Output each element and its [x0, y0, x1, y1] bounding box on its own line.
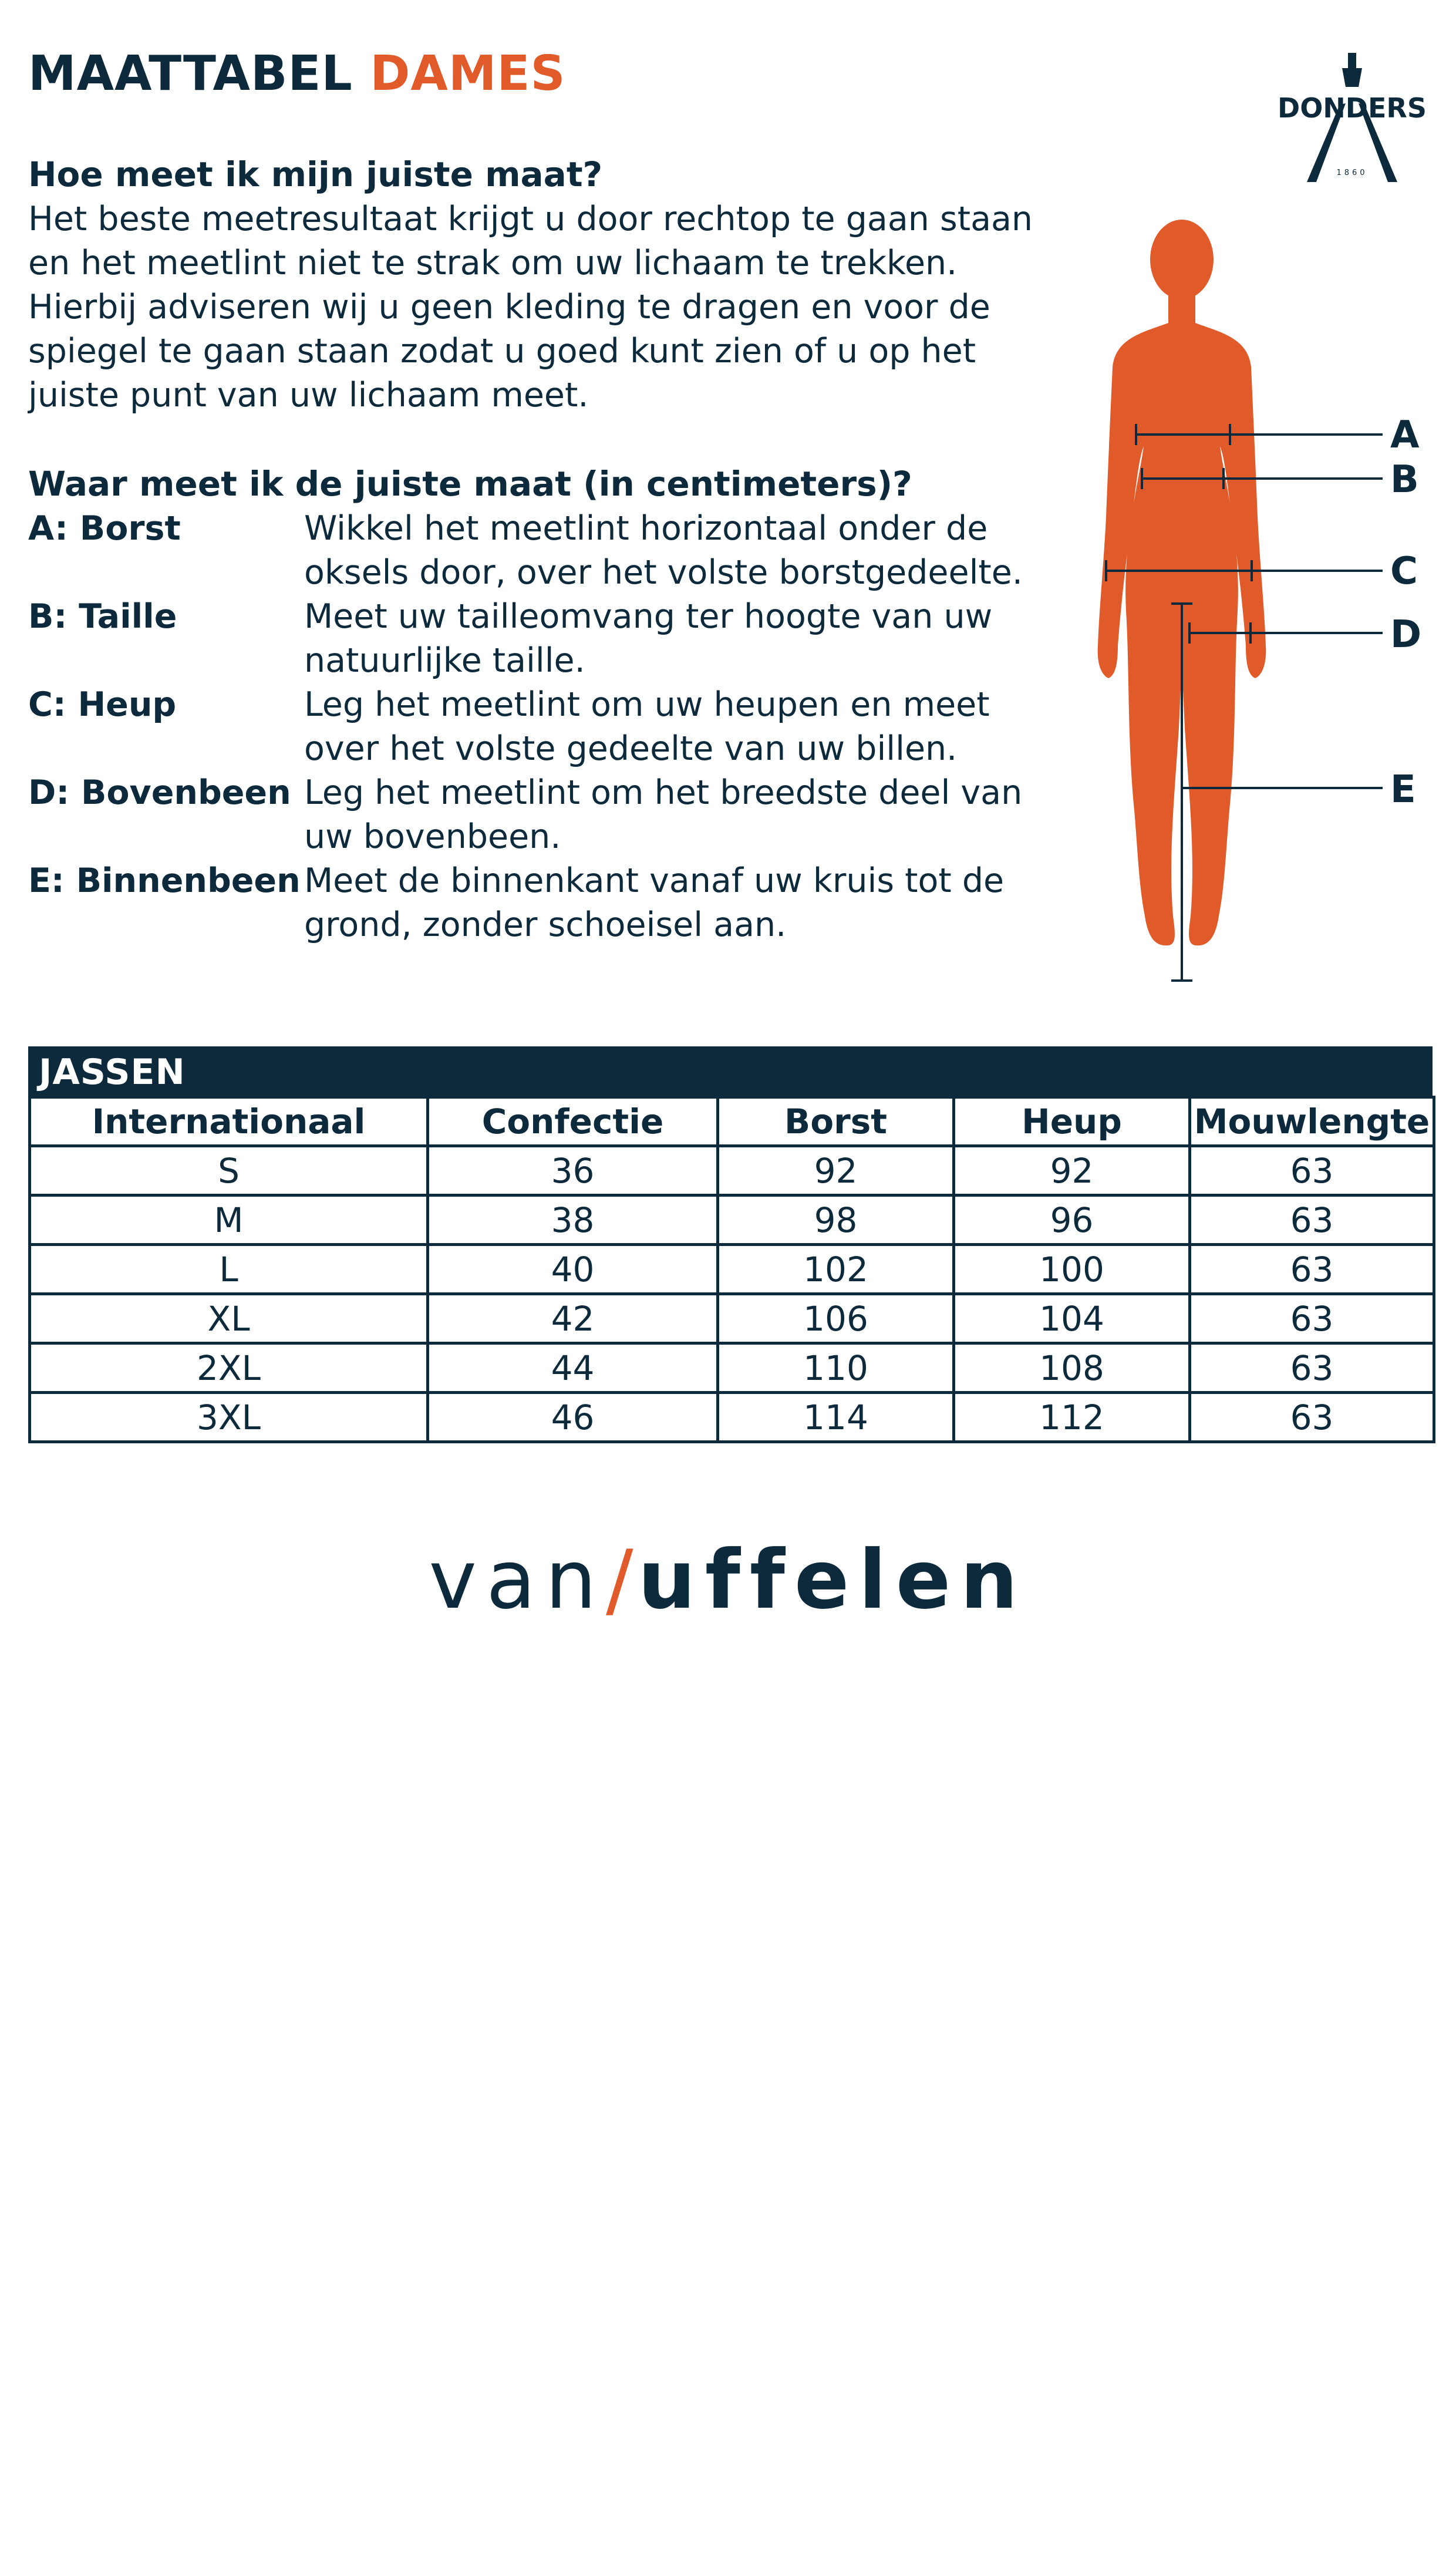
title-accent: DAMES — [370, 46, 566, 102]
table-cell: 96 — [954, 1196, 1190, 1245]
col-header-confectie: Confectie — [428, 1097, 718, 1146]
measure-item-d — [28, 771, 1073, 859]
table-cell: 63 — [1190, 1146, 1434, 1196]
measure-term: C: Heup — [28, 685, 177, 724]
col-header-borst: Borst — [718, 1097, 954, 1146]
measure-desc: Leg het meetlint om het breedste deel van uw bovenbeen. — [304, 773, 1023, 856]
footer-logo-part1: van — [429, 1533, 606, 1627]
table-cell: XL — [30, 1294, 428, 1343]
measure-item-a — [28, 507, 1073, 595]
table-row — [30, 1294, 1434, 1343]
table-cell: 63 — [1190, 1196, 1434, 1245]
measure-item-b — [28, 595, 1073, 683]
table-cell: 63 — [1190, 1294, 1434, 1343]
table-cell: 42 — [428, 1294, 718, 1343]
table-cell: 40 — [428, 1245, 718, 1294]
table-row — [30, 1343, 1434, 1393]
table-cell: 108 — [954, 1343, 1190, 1393]
table-cell: 104 — [954, 1294, 1190, 1343]
table-cell: 63 — [1190, 1245, 1434, 1294]
intro-text: Het beste meetresultaat krijgt u door rechtop te gaan staan en het meetlint niet te strak om uw lichaam te trekken. Hierbij adviseren wij u geen kleding te dragen en voor de spiegel te gaan staan zodat u goed kunt zien of u op het juiste punt van uw lichaam meet. — [28, 200, 1033, 415]
measure-list — [28, 507, 1073, 947]
donders-logo — [1273, 52, 1431, 187]
footer-logo-part2: uffelen — [638, 1533, 1027, 1627]
measure-desc: Leg het meetlint om uw heupen en meet over het volste gedeelte van uw billen. — [304, 685, 990, 768]
footer-logo-slash: / — [606, 1533, 638, 1627]
measure-term: E: Binnenbeen — [28, 861, 301, 900]
intro-heading: Hoe meet ik mijn juiste maat? — [28, 154, 603, 194]
table-cell: 114 — [718, 1393, 954, 1442]
table-cell: 100 — [954, 1245, 1190, 1294]
table-cell: 38 — [428, 1196, 718, 1245]
measure-heading: Waar meet ik de juiste maat (in centimeters)? — [28, 464, 912, 504]
van-uffelen-logo — [0, 1533, 1456, 1627]
table-title: JASSEN — [28, 1046, 1433, 1096]
figure-label-b: B — [1390, 458, 1419, 501]
table-cell: 98 — [718, 1196, 954, 1245]
measure-desc: Wikkel het meetlint horizontaal onder de oksels door, over het volste borstgedeelte. — [304, 509, 1023, 592]
intro-section — [28, 151, 1073, 417]
measure-desc: Meet de binnenkant vanaf uw kruis tot de grond, zonder schoeisel aan. — [304, 861, 1005, 944]
table-cell: 44 — [428, 1343, 718, 1393]
measure-item-e — [28, 859, 1073, 947]
figure-label-e: E — [1390, 768, 1416, 811]
table-cell: 36 — [428, 1146, 718, 1196]
table-cell: 3XL — [30, 1393, 428, 1442]
table-cell: 106 — [718, 1294, 954, 1343]
table-cell: 46 — [428, 1393, 718, 1442]
col-header-heup: Heup — [954, 1097, 1190, 1146]
col-header-mouwlengte: Mouwlengte — [1190, 1097, 1434, 1146]
table-cell: 63 — [1190, 1393, 1434, 1442]
table-row — [30, 1146, 1434, 1196]
size-table-section — [28, 1046, 1433, 1443]
table-cell: 63 — [1190, 1343, 1434, 1393]
figure-label-c: C — [1390, 550, 1418, 593]
table-cell: 102 — [718, 1245, 954, 1294]
logo-year: 1860 — [1336, 169, 1368, 177]
measure-term: D: Bovenbeen — [28, 773, 291, 812]
table-header-row — [30, 1097, 1434, 1146]
figure-label-a: A — [1390, 413, 1420, 457]
table-cell: 110 — [718, 1343, 954, 1393]
table-cell: S — [30, 1146, 428, 1196]
logo-wordmark: DONDERS — [1278, 92, 1427, 124]
table-row — [30, 1393, 1434, 1442]
figure-label-d: D — [1390, 613, 1422, 656]
size-table — [28, 1096, 1435, 1443]
measure-term: B: Taille — [28, 597, 177, 636]
col-header-internationaal: Internationaal — [30, 1097, 428, 1146]
table-cell: 112 — [954, 1393, 1190, 1442]
table-row — [30, 1245, 1434, 1294]
table-cell: 92 — [954, 1146, 1190, 1196]
measure-section — [28, 461, 1073, 947]
table-cell: L — [30, 1245, 428, 1294]
page-title — [28, 46, 566, 102]
table-cell: M — [30, 1196, 428, 1245]
measure-term: A: Borst — [28, 509, 181, 548]
table-cell: 92 — [718, 1146, 954, 1196]
body-measurement-figure — [1080, 211, 1433, 998]
measure-desc: Meet uw tailleomvang ter hoogte van uw natuurlijke taille. — [304, 597, 993, 680]
table-cell: 2XL — [30, 1343, 428, 1393]
measure-item-c — [28, 683, 1073, 771]
title-main: MAATTABEL — [28, 46, 353, 102]
table-row — [30, 1196, 1434, 1245]
